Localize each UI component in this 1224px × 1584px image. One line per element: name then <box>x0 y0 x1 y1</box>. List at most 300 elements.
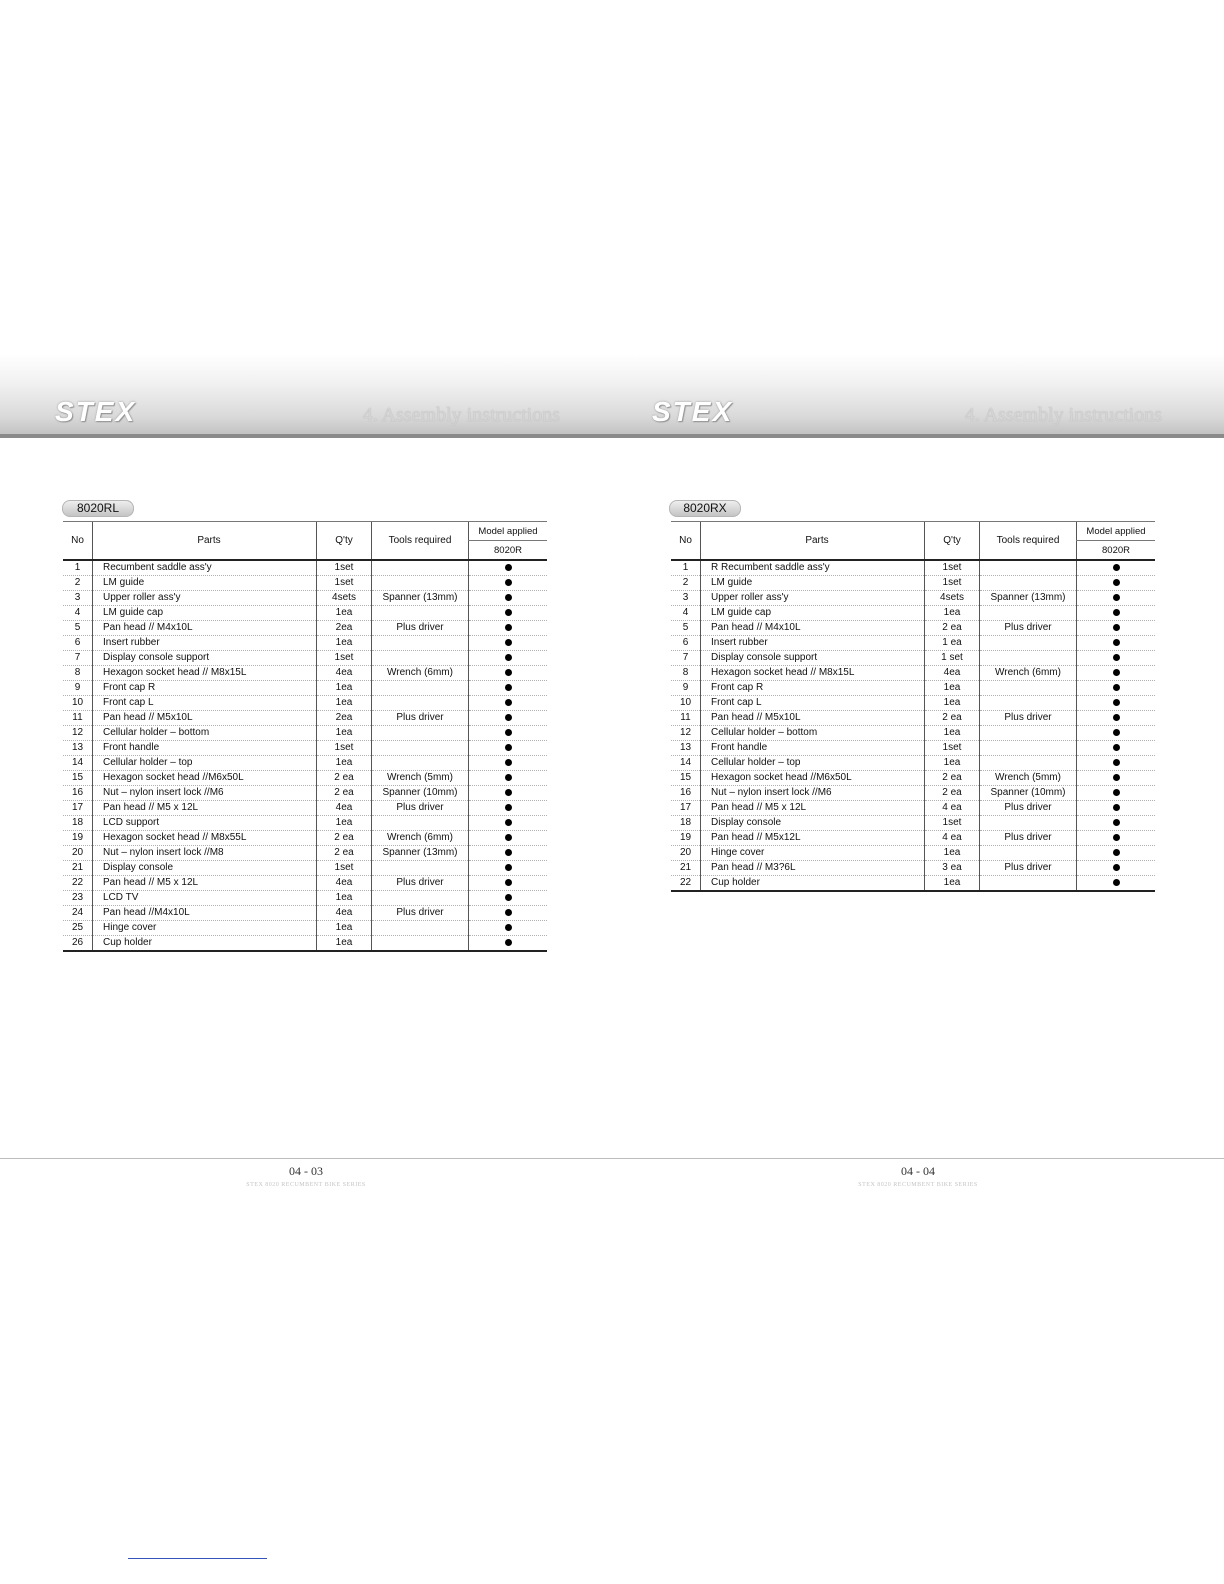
part-name: Pan head // M5 x 12L <box>93 876 317 891</box>
part-quantity: 1ea <box>317 891 372 906</box>
table-row <box>63 711 547 726</box>
applied-dot-icon <box>505 714 512 721</box>
part-quantity: 1set <box>925 816 980 831</box>
tool-required: Wrench (5mm) <box>372 771 469 786</box>
part-quantity: 4sets <box>317 591 372 606</box>
parts-table <box>63 521 547 952</box>
parts-table-body <box>671 560 1155 891</box>
model-applied-cell <box>1077 681 1156 696</box>
row-number: 22 <box>63 876 93 891</box>
part-name: Front handle <box>93 741 317 756</box>
part-quantity: 4 ea <box>925 801 980 816</box>
applied-dot-icon <box>505 834 512 841</box>
applied-dot-icon <box>505 624 512 631</box>
part-name: Cellular holder – top <box>93 756 317 771</box>
tool-required: Spanner (13mm) <box>980 591 1077 606</box>
applied-dot-icon <box>505 864 512 871</box>
part-quantity: 1set <box>925 741 980 756</box>
part-name: Front cap R <box>93 681 317 696</box>
applied-dot-icon <box>505 609 512 616</box>
part-name: Pan head // M5x10L <box>701 711 925 726</box>
table-row <box>63 666 547 681</box>
model-applied-cell <box>1077 636 1156 651</box>
applied-dot-icon <box>1113 669 1120 676</box>
part-quantity: 1ea <box>317 726 372 741</box>
table-row <box>63 576 547 591</box>
tool-required: Plus driver <box>980 621 1077 636</box>
row-number: 20 <box>671 846 701 861</box>
applied-dot-icon <box>1113 759 1120 766</box>
part-name: Nut – nylon insert lock //M8 <box>93 846 317 861</box>
part-name: Upper roller ass'y <box>701 591 925 606</box>
part-name: Nut – nylon insert lock //M6 <box>701 786 925 801</box>
part-quantity: 1 set <box>925 651 980 666</box>
part-name: Pan head // M5 x 12L <box>93 801 317 816</box>
model-applied-cell <box>469 801 548 816</box>
model-tag: 8020RL <box>62 500 134 517</box>
table-row <box>671 861 1155 876</box>
model-applied-cell <box>469 786 548 801</box>
row-number: 21 <box>63 861 93 876</box>
part-quantity: 1ea <box>317 696 372 711</box>
tool-required: Wrench (6mm) <box>372 666 469 681</box>
part-quantity: 1set <box>317 651 372 666</box>
applied-dot-icon <box>505 699 512 706</box>
table-row <box>671 560 1155 576</box>
model-applied-cell <box>469 636 548 651</box>
part-name: Display console <box>93 861 317 876</box>
applied-dot-icon <box>505 894 512 901</box>
model-applied-cell <box>1077 591 1156 606</box>
row-number: 19 <box>671 831 701 846</box>
col-tools: Tools required <box>980 522 1077 561</box>
model-applied-cell <box>1077 861 1156 876</box>
applied-dot-icon <box>1113 864 1120 871</box>
applied-dot-icon <box>505 759 512 766</box>
row-number: 15 <box>63 771 93 786</box>
row-number: 16 <box>63 786 93 801</box>
row-number: 10 <box>671 696 701 711</box>
applied-dot-icon <box>1113 744 1120 751</box>
model-applied-cell <box>469 936 548 952</box>
link-underline <box>128 1558 267 1559</box>
part-name: LCD TV <box>93 891 317 906</box>
model-applied-cell <box>1077 696 1156 711</box>
applied-dot-icon <box>505 819 512 826</box>
applied-dot-icon <box>1113 804 1120 811</box>
row-number: 4 <box>63 606 93 621</box>
part-quantity: 1set <box>317 741 372 756</box>
part-name: LM guide cap <box>701 606 925 621</box>
col-parts: Parts <box>93 522 317 561</box>
tool-required: Wrench (6mm) <box>980 666 1077 681</box>
table-row <box>671 726 1155 741</box>
part-name: Pan head // M3?6L <box>701 861 925 876</box>
row-number: 18 <box>671 816 701 831</box>
row-number: 3 <box>671 591 701 606</box>
row-number: 7 <box>63 651 93 666</box>
row-number: 13 <box>63 741 93 756</box>
table-row <box>63 891 547 906</box>
part-name: Hexagon socket head // M8x15L <box>93 666 317 681</box>
part-quantity: 1ea <box>317 756 372 771</box>
part-quantity: 2 ea <box>925 786 980 801</box>
part-name: Front handle <box>701 741 925 756</box>
part-name: Display console <box>701 816 925 831</box>
col-parts: Parts <box>701 522 925 561</box>
applied-dot-icon <box>1113 879 1120 886</box>
tool-required <box>372 636 469 651</box>
applied-dot-icon <box>1113 639 1120 646</box>
row-number: 8 <box>671 666 701 681</box>
row-number: 23 <box>63 891 93 906</box>
tool-required <box>980 636 1077 651</box>
tool-required: Plus driver <box>980 711 1077 726</box>
tool-required <box>372 756 469 771</box>
part-name: Hexagon socket head // M8x15L <box>701 666 925 681</box>
row-number: 20 <box>63 846 93 861</box>
table-row <box>671 666 1155 681</box>
part-quantity: 2 ea <box>925 771 980 786</box>
row-number: 11 <box>671 711 701 726</box>
row-number: 2 <box>671 576 701 591</box>
row-number: 18 <box>63 816 93 831</box>
tool-required <box>372 606 469 621</box>
part-name: Hexagon socket head // M8x55L <box>93 831 317 846</box>
row-number: 7 <box>671 651 701 666</box>
col-tools: Tools required <box>372 522 469 561</box>
part-quantity: 2 ea <box>925 711 980 726</box>
table-row <box>671 831 1155 846</box>
model-applied-cell <box>469 651 548 666</box>
tool-required: Plus driver <box>980 861 1077 876</box>
row-number: 5 <box>63 621 93 636</box>
part-name: Upper roller ass'y <box>93 591 317 606</box>
tool-required: Spanner (13mm) <box>372 846 469 861</box>
part-quantity: 1ea <box>925 876 980 892</box>
table-row <box>63 560 547 576</box>
series-footer: STEX 8020 RECUMBENT BIKE SERIES <box>858 1182 978 1188</box>
row-number: 12 <box>671 726 701 741</box>
row-number: 5 <box>671 621 701 636</box>
model-applied-cell <box>469 816 548 831</box>
tool-required <box>372 921 469 936</box>
applied-dot-icon <box>1113 564 1120 571</box>
part-quantity: 2 ea <box>925 621 980 636</box>
table-row <box>63 846 547 861</box>
model-applied-cell <box>469 666 548 681</box>
table-row <box>63 831 547 846</box>
table-row <box>63 876 547 891</box>
model-applied-cell <box>469 621 548 636</box>
applied-dot-icon <box>1113 699 1120 706</box>
applied-dot-icon <box>505 744 512 751</box>
tool-required: Wrench (5mm) <box>980 771 1077 786</box>
tool-required <box>372 651 469 666</box>
part-name: Pan head // M5 x 12L <box>701 801 925 816</box>
part-name: Pan head // M4x10L <box>701 621 925 636</box>
table-row <box>671 696 1155 711</box>
part-quantity: 1ea <box>317 636 372 651</box>
row-number: 1 <box>63 560 93 576</box>
model-applied-cell <box>1077 606 1156 621</box>
table-row <box>63 756 547 771</box>
applied-dot-icon <box>1113 729 1120 736</box>
table-row <box>63 681 547 696</box>
tool-required: Spanner (10mm) <box>372 786 469 801</box>
table-row <box>671 621 1155 636</box>
part-quantity: 1set <box>925 576 980 591</box>
model-applied-cell <box>1077 786 1156 801</box>
table-row <box>671 876 1155 892</box>
part-quantity: 1set <box>925 560 980 576</box>
applied-dot-icon <box>505 804 512 811</box>
parts-table-body <box>63 560 547 951</box>
model-applied-cell <box>469 891 548 906</box>
col-model-applied: Model applied <box>469 522 548 541</box>
table-row <box>671 756 1155 771</box>
row-number: 2 <box>63 576 93 591</box>
row-number: 11 <box>63 711 93 726</box>
table-row <box>63 741 547 756</box>
part-name: Front cap R <box>701 681 925 696</box>
applied-dot-icon <box>505 774 512 781</box>
part-name: LCD support <box>93 816 317 831</box>
part-quantity: 1ea <box>925 606 980 621</box>
part-name: Pan head // M5x10L <box>93 711 317 726</box>
part-quantity: 1 ea <box>925 636 980 651</box>
part-name: Front cap L <box>701 696 925 711</box>
part-name: Pan head // M5x12L <box>701 831 925 846</box>
tool-required: Plus driver <box>372 621 469 636</box>
row-number: 6 <box>63 636 93 651</box>
table-row <box>671 741 1155 756</box>
applied-dot-icon <box>505 654 512 661</box>
tool-required <box>372 816 469 831</box>
part-quantity: 1ea <box>317 936 372 952</box>
tool-required <box>980 696 1077 711</box>
model-applied-cell <box>1077 726 1156 741</box>
applied-dot-icon <box>1113 819 1120 826</box>
tool-required <box>980 846 1077 861</box>
col-model-applied: Model applied <box>1077 522 1156 541</box>
table-row <box>63 816 547 831</box>
table-row <box>671 711 1155 726</box>
model-applied-cell <box>469 831 548 846</box>
model-applied-cell <box>469 741 548 756</box>
table-row <box>63 906 547 921</box>
applied-dot-icon <box>1113 849 1120 856</box>
part-quantity: 2ea <box>317 711 372 726</box>
part-quantity: 1set <box>317 576 372 591</box>
part-quantity: 4ea <box>925 666 980 681</box>
col-no: No <box>63 522 93 561</box>
row-number: 24 <box>63 906 93 921</box>
applied-dot-icon <box>1113 714 1120 721</box>
table-row <box>63 651 547 666</box>
row-number: 6 <box>671 636 701 651</box>
tool-required <box>372 726 469 741</box>
applied-dot-icon <box>505 909 512 916</box>
model-applied-cell <box>1077 711 1156 726</box>
row-number: 9 <box>63 681 93 696</box>
part-quantity: 1ea <box>317 681 372 696</box>
part-name: LM guide cap <box>93 606 317 621</box>
col-no: No <box>671 522 701 561</box>
model-applied-cell <box>469 756 548 771</box>
tool-required: Plus driver <box>980 801 1077 816</box>
table-row <box>671 591 1155 606</box>
stex-logo: STEX <box>652 396 734 427</box>
stex-logo: STEX <box>55 396 137 427</box>
col-qty: Q'ty <box>317 522 372 561</box>
applied-dot-icon <box>1113 579 1120 586</box>
table-row <box>671 816 1155 831</box>
applied-dot-icon <box>1113 774 1120 781</box>
part-name: Cup holder <box>701 876 925 892</box>
table-row <box>671 576 1155 591</box>
part-quantity: 2 ea <box>317 831 372 846</box>
section-title: 4. Assembly instructions <box>964 404 1162 426</box>
part-quantity: 4 ea <box>925 831 980 846</box>
applied-dot-icon <box>1113 654 1120 661</box>
tool-required: Plus driver <box>980 831 1077 846</box>
part-quantity: 4ea <box>317 876 372 891</box>
table-row <box>671 771 1155 786</box>
part-name: Cup holder <box>93 936 317 952</box>
applied-dot-icon <box>1113 834 1120 841</box>
part-quantity: 1ea <box>317 921 372 936</box>
model-applied-cell <box>1077 816 1156 831</box>
part-name: Nut – nylon insert lock //M6 <box>93 786 317 801</box>
table-row <box>63 606 547 621</box>
applied-dot-icon <box>505 564 512 571</box>
part-quantity: 3 ea <box>925 861 980 876</box>
table-row <box>63 621 547 636</box>
tool-required <box>980 681 1077 696</box>
table-row <box>63 636 547 651</box>
tool-required <box>980 726 1077 741</box>
part-quantity: 1set <box>317 861 372 876</box>
table-row <box>63 591 547 606</box>
part-quantity: 2 ea <box>317 846 372 861</box>
row-number: 25 <box>63 921 93 936</box>
part-name: LM guide <box>93 576 317 591</box>
part-quantity: 1ea <box>925 726 980 741</box>
row-number: 14 <box>671 756 701 771</box>
page-number: 04 - 03 <box>289 1164 323 1178</box>
tool-required <box>980 576 1077 591</box>
applied-dot-icon <box>505 924 512 931</box>
model-applied-cell <box>469 576 548 591</box>
applied-dot-icon <box>1113 789 1120 796</box>
model-applied-cell <box>1077 831 1156 846</box>
row-number: 15 <box>671 771 701 786</box>
model-applied-cell <box>469 861 548 876</box>
part-quantity: 4ea <box>317 666 372 681</box>
model-applied-cell <box>1077 651 1156 666</box>
row-number: 10 <box>63 696 93 711</box>
model-applied-cell <box>469 681 548 696</box>
applied-dot-icon <box>505 789 512 796</box>
row-number: 3 <box>63 591 93 606</box>
table-row <box>671 636 1155 651</box>
applied-dot-icon <box>505 639 512 646</box>
part-name: Recumbent saddle ass'y <box>93 560 317 576</box>
model-applied-cell <box>1077 741 1156 756</box>
model-applied-cell <box>469 591 548 606</box>
page-right <box>612 0 1224 1584</box>
model-applied-cell <box>469 876 548 891</box>
model-applied-cell <box>1077 576 1156 591</box>
row-number: 17 <box>63 801 93 816</box>
part-name: Hexagon socket head //M6x50L <box>701 771 925 786</box>
model-applied-cell <box>469 771 548 786</box>
tool-required: Plus driver <box>372 906 469 921</box>
tool-required <box>372 576 469 591</box>
part-name: Cellular holder – bottom <box>701 726 925 741</box>
part-quantity: 2 ea <box>317 786 372 801</box>
table-row <box>671 846 1155 861</box>
part-quantity: 1ea <box>925 681 980 696</box>
applied-dot-icon <box>1113 609 1120 616</box>
tool-required <box>980 741 1077 756</box>
row-number: 1 <box>671 560 701 576</box>
tool-required: Wrench (6mm) <box>372 831 469 846</box>
model-applied-cell <box>1077 846 1156 861</box>
part-quantity: 2ea <box>317 621 372 636</box>
part-quantity: 2 ea <box>317 771 372 786</box>
tool-required: Plus driver <box>372 801 469 816</box>
row-number: 16 <box>671 786 701 801</box>
part-quantity: 4ea <box>317 906 372 921</box>
tool-required <box>372 560 469 576</box>
model-applied-cell <box>1077 801 1156 816</box>
page-number: 04 - 04 <box>901 1164 935 1178</box>
tool-required <box>372 936 469 952</box>
model-applied-cell <box>469 921 548 936</box>
table-row <box>63 786 547 801</box>
series-footer: STEX 8020 RECUMBENT BIKE SERIES <box>246 1182 366 1188</box>
part-quantity: 1set <box>317 560 372 576</box>
applied-dot-icon <box>505 579 512 586</box>
tool-required <box>372 696 469 711</box>
applied-dot-icon <box>505 849 512 856</box>
row-number: 26 <box>63 936 93 952</box>
table-row <box>671 681 1155 696</box>
row-number: 19 <box>63 831 93 846</box>
part-name: Insert rubber <box>93 636 317 651</box>
model-applied-cell <box>1077 756 1156 771</box>
row-number: 8 <box>63 666 93 681</box>
tool-required: Plus driver <box>372 711 469 726</box>
applied-dot-icon <box>505 669 512 676</box>
part-name: Hexagon socket head //M6x50L <box>93 771 317 786</box>
row-number: 9 <box>671 681 701 696</box>
part-quantity: 1ea <box>925 696 980 711</box>
table-row <box>63 771 547 786</box>
tool-required <box>980 606 1077 621</box>
applied-dot-icon <box>1113 594 1120 601</box>
model-applied-cell <box>469 906 548 921</box>
tool-required <box>980 651 1077 666</box>
table-row <box>671 651 1155 666</box>
model-applied-cell <box>469 846 548 861</box>
table-row <box>671 606 1155 621</box>
table-row <box>671 801 1155 816</box>
row-number: 12 <box>63 726 93 741</box>
applied-dot-icon <box>505 594 512 601</box>
